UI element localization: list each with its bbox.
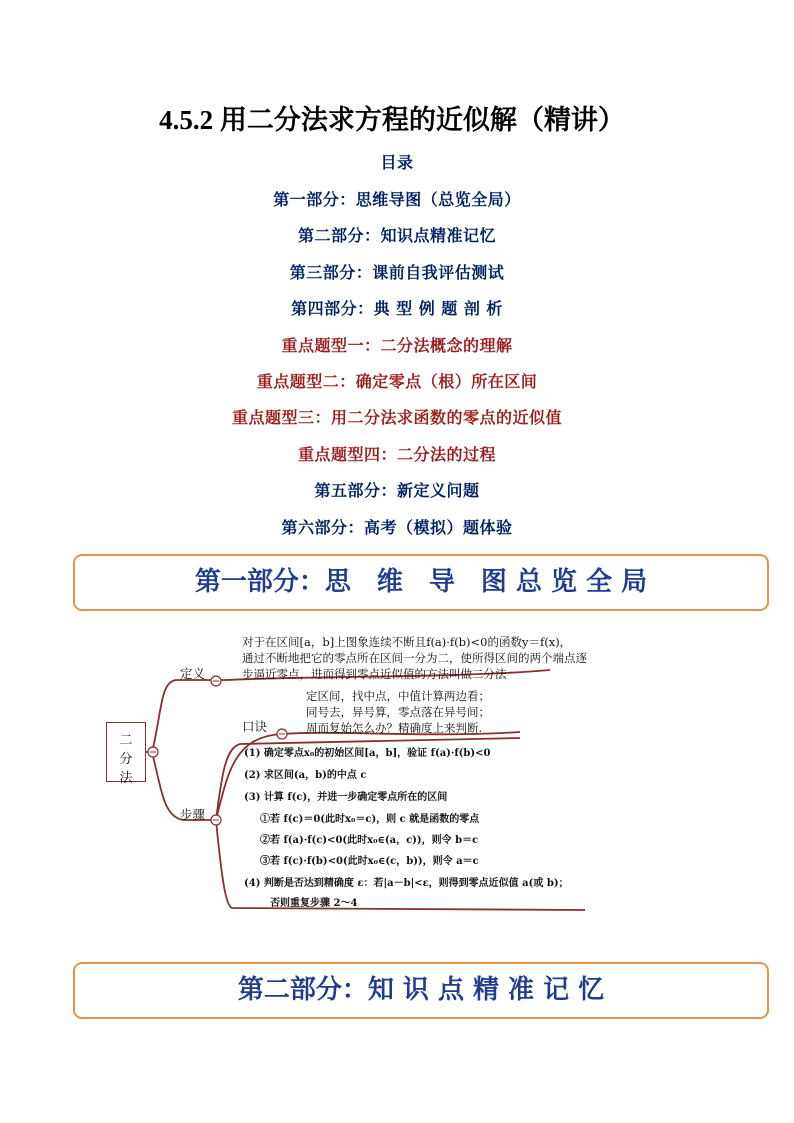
step-line: (1) 确定零点x₀的初始区间[a，b]，验证 f(a)·f(b)<0 — [244, 748, 491, 759]
toc-item[interactable]: 第一部分：思维导图（总览全局） — [273, 190, 521, 209]
toc-item[interactable]: 第二部分：知识点精准记忆 — [297, 226, 496, 245]
step-line: ①若 f(c)＝0(此时x₀＝c)，则 c 就是函数的零点 — [260, 814, 480, 825]
toc-item[interactable]: 重点题型四：二分法的过程 — [297, 445, 496, 464]
step-line: ②若 f(a)·f(c)<0(此时x₀∈(a，c))，则令 b＝c — [260, 835, 479, 846]
root-char: 法 — [119, 771, 133, 786]
step-line: (3) 计算 f(c)，并进一步确定零点所在的区间 — [244, 792, 448, 803]
mind-map-root — [106, 722, 146, 786]
mind-map — [100, 622, 660, 922]
step-line: (2) 求区间(a，b)的中点 c — [244, 770, 367, 781]
definition-line: 通过不断地把它的零点所在区间一分为二，使所得区间的两个端点逐 — [242, 651, 587, 665]
root-char: 分 — [119, 752, 133, 767]
toc-item[interactable]: 重点题型三：用二分法求函数的零点的近似值 — [231, 408, 562, 427]
toc-item[interactable]: 重点题型一：二分法概念的理解 — [281, 336, 513, 355]
definition-label: 定义 — [180, 666, 206, 681]
verse-line: 定区间，找中点，中值计算两边看； — [306, 689, 490, 703]
toc-heading: 目录 — [380, 153, 414, 172]
branch-definition-curve — [152, 680, 216, 752]
step-line: ③若 f(c)·f(b)<0(此时x₀∈(c，b))，则令 a＝c — [260, 856, 479, 867]
toc-item[interactable]: 第三部分：课前自我评估测试 — [289, 263, 505, 282]
toc-item[interactable]: 重点题型二：确定零点（根）所在区间 — [256, 372, 538, 391]
toc-item[interactable]: 第五部分：新定义问题 — [314, 481, 480, 500]
section-header-part1: 第一部分：思 维 导 图 总 览 全 局 — [73, 554, 769, 611]
definition-line: 步逼近零点，进而得到零点近似值的方法叫做二分法 — [242, 667, 507, 681]
section-header-part2: 第二部分：知 识 点 精 准 记 忆 — [73, 962, 769, 1019]
verse-label: 口诀 — [242, 719, 268, 734]
verse-line: 周而复始怎么办？精确度上来判断. — [306, 721, 483, 735]
document-title: 4.5.2 用二分法求方程的近似解（精讲） — [159, 105, 625, 135]
verse-line: 同号去，异号算，零点落在异号间； — [306, 705, 490, 719]
step-line: 否则重复步骤 2～4 — [270, 898, 358, 909]
toc-item[interactable]: 第六部分：高考（模拟）题体验 — [281, 518, 513, 537]
root-char: 二 — [119, 733, 133, 748]
toc-item[interactable]: 第四部分：典 型 例 题 剖 析 — [291, 299, 503, 318]
definition-line: 对于在区间[a，b]上图象连续不断且f(a)·f(b)<0的函数y＝f(x)， — [242, 635, 572, 649]
steps-label: 步骤 — [180, 807, 206, 822]
step-line: (4) 判断是否达到精确度 ε：若|a－b|<ε，则得到零点近似值 a(或 b)； — [244, 878, 569, 889]
